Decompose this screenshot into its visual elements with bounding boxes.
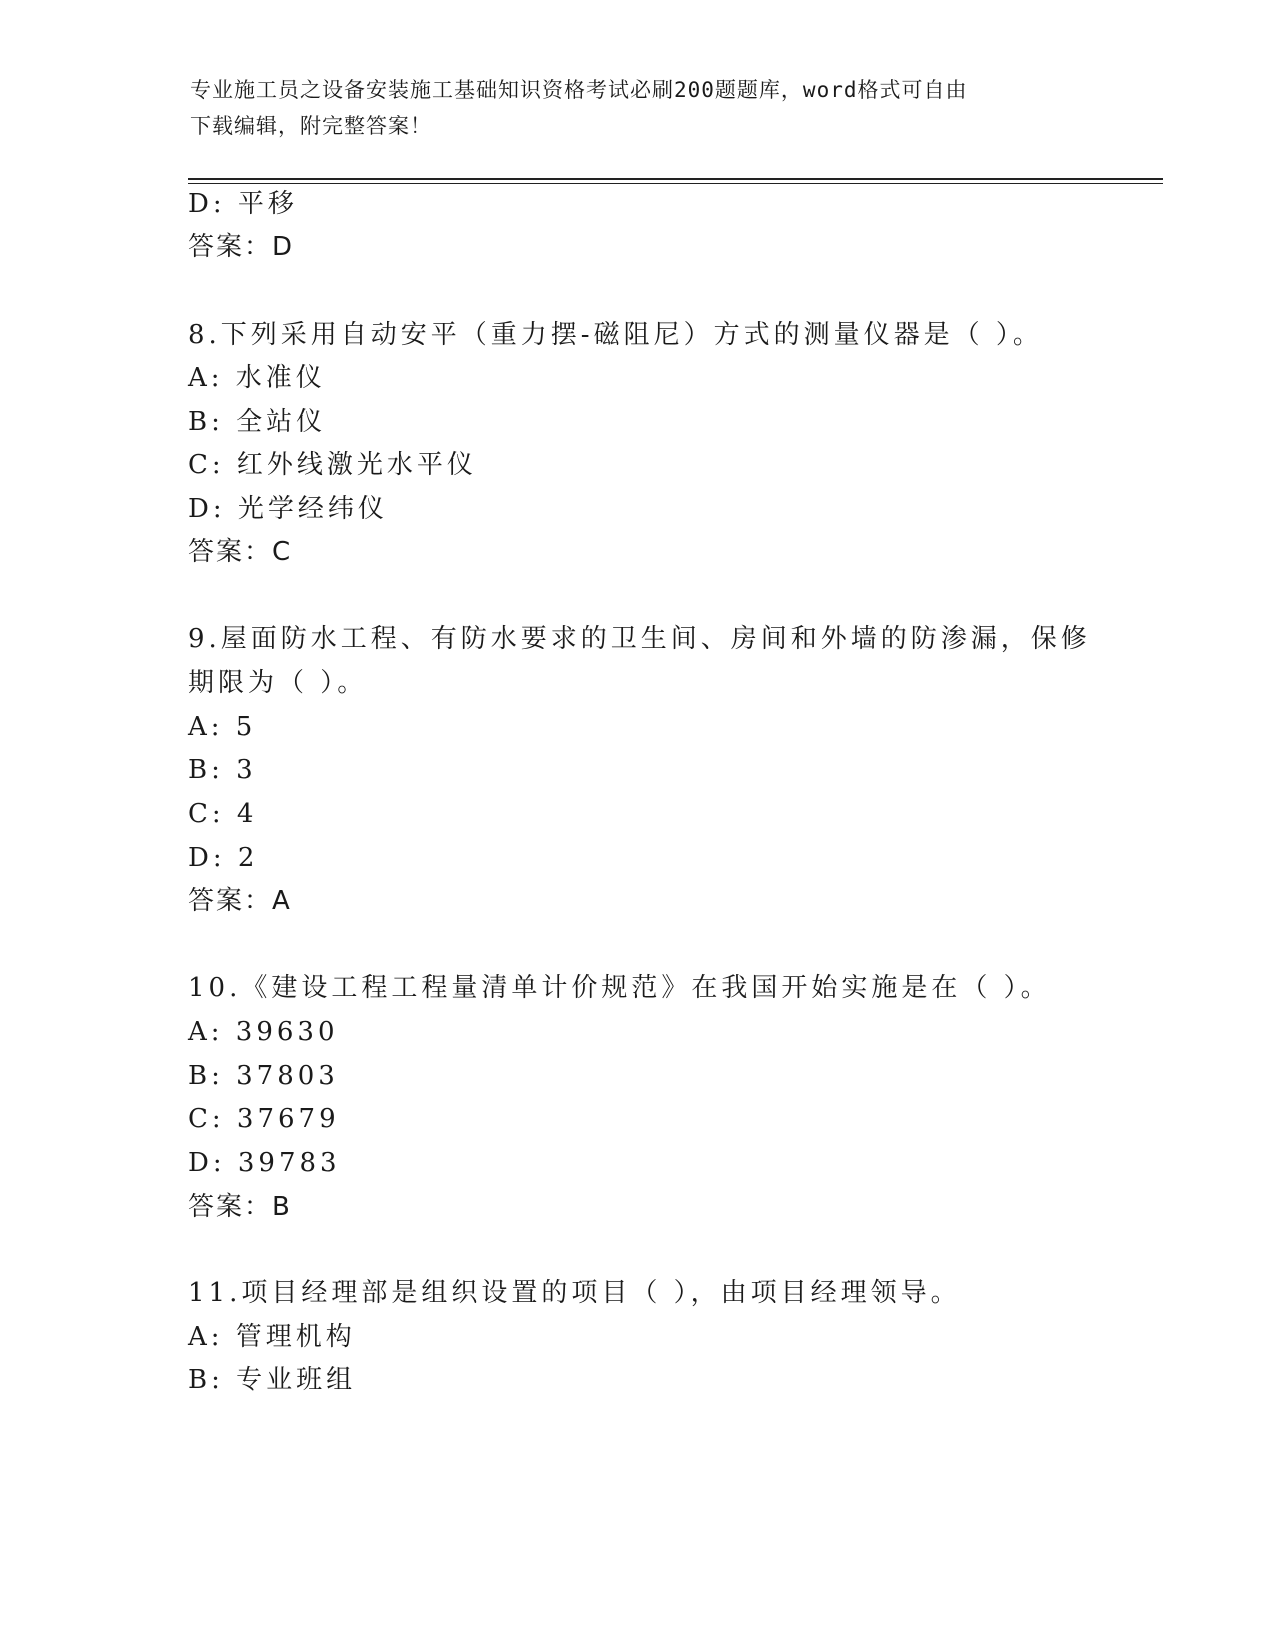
question-10-option-d: D: 39783 xyxy=(188,1148,341,1178)
question-8-option-c: C: 红外线激光水平仪 xyxy=(188,450,477,480)
question-8-option-d: D: 光学经纬仪 xyxy=(188,494,388,524)
prev-answer: 答案：D xyxy=(188,232,295,262)
question-10-stem: 10.《建设工程工程量清单计价规范》在我国开始实施是在（ ）。 xyxy=(188,973,1051,1003)
question-11-option-a: A: 管理机构 xyxy=(188,1322,356,1352)
question-10-option-c: C: 37679 xyxy=(188,1104,340,1134)
header-divider-thin xyxy=(188,183,1163,184)
question-9-answer: 答案：A xyxy=(188,886,292,916)
question-10-option-b: B: 37803 xyxy=(188,1061,339,1091)
question-11-option-b: B: 专业班组 xyxy=(188,1365,357,1395)
header-line-2: 下载编辑，附完整答案！ xyxy=(190,114,432,138)
document-header xyxy=(190,72,1090,144)
header-line-1: 专业施工员之设备安装施工基础知识资格考试必刷200题题库，word格式可自由 xyxy=(190,78,968,102)
question-8-answer: 答案：C xyxy=(188,537,293,567)
question-9-stem-line-2: 期限为（ ）。 xyxy=(188,668,368,698)
question-11-stem: 11.项目经理部是组织设置的项目（ ），由项目经理领导。 xyxy=(188,1278,961,1308)
question-9-option-d: D: 2 xyxy=(188,843,259,873)
question-9-option-a: A: 5 xyxy=(188,712,257,742)
prev-option-d: D: 平移 xyxy=(188,189,298,219)
question-8-option-b: B: 全站仪 xyxy=(188,407,327,437)
question-8-stem: 8.下列采用自动安平（重力摆-磁阻尼）方式的测量仪器是（ ）。 xyxy=(188,320,1043,350)
question-10-option-a: A: 39630 xyxy=(188,1017,339,1047)
header-divider-thick xyxy=(188,178,1163,180)
question-8-option-a: A: 水准仪 xyxy=(188,363,326,393)
question-9-option-c: C: 4 xyxy=(188,799,258,829)
question-9-stem-line-1: 9.屋面防水工程、有防水要求的卫生间、房间和外墙的防渗漏，保修 xyxy=(188,624,1091,654)
question-9-option-b: B: 3 xyxy=(188,755,257,785)
question-10-answer: 答案：B xyxy=(188,1192,292,1222)
